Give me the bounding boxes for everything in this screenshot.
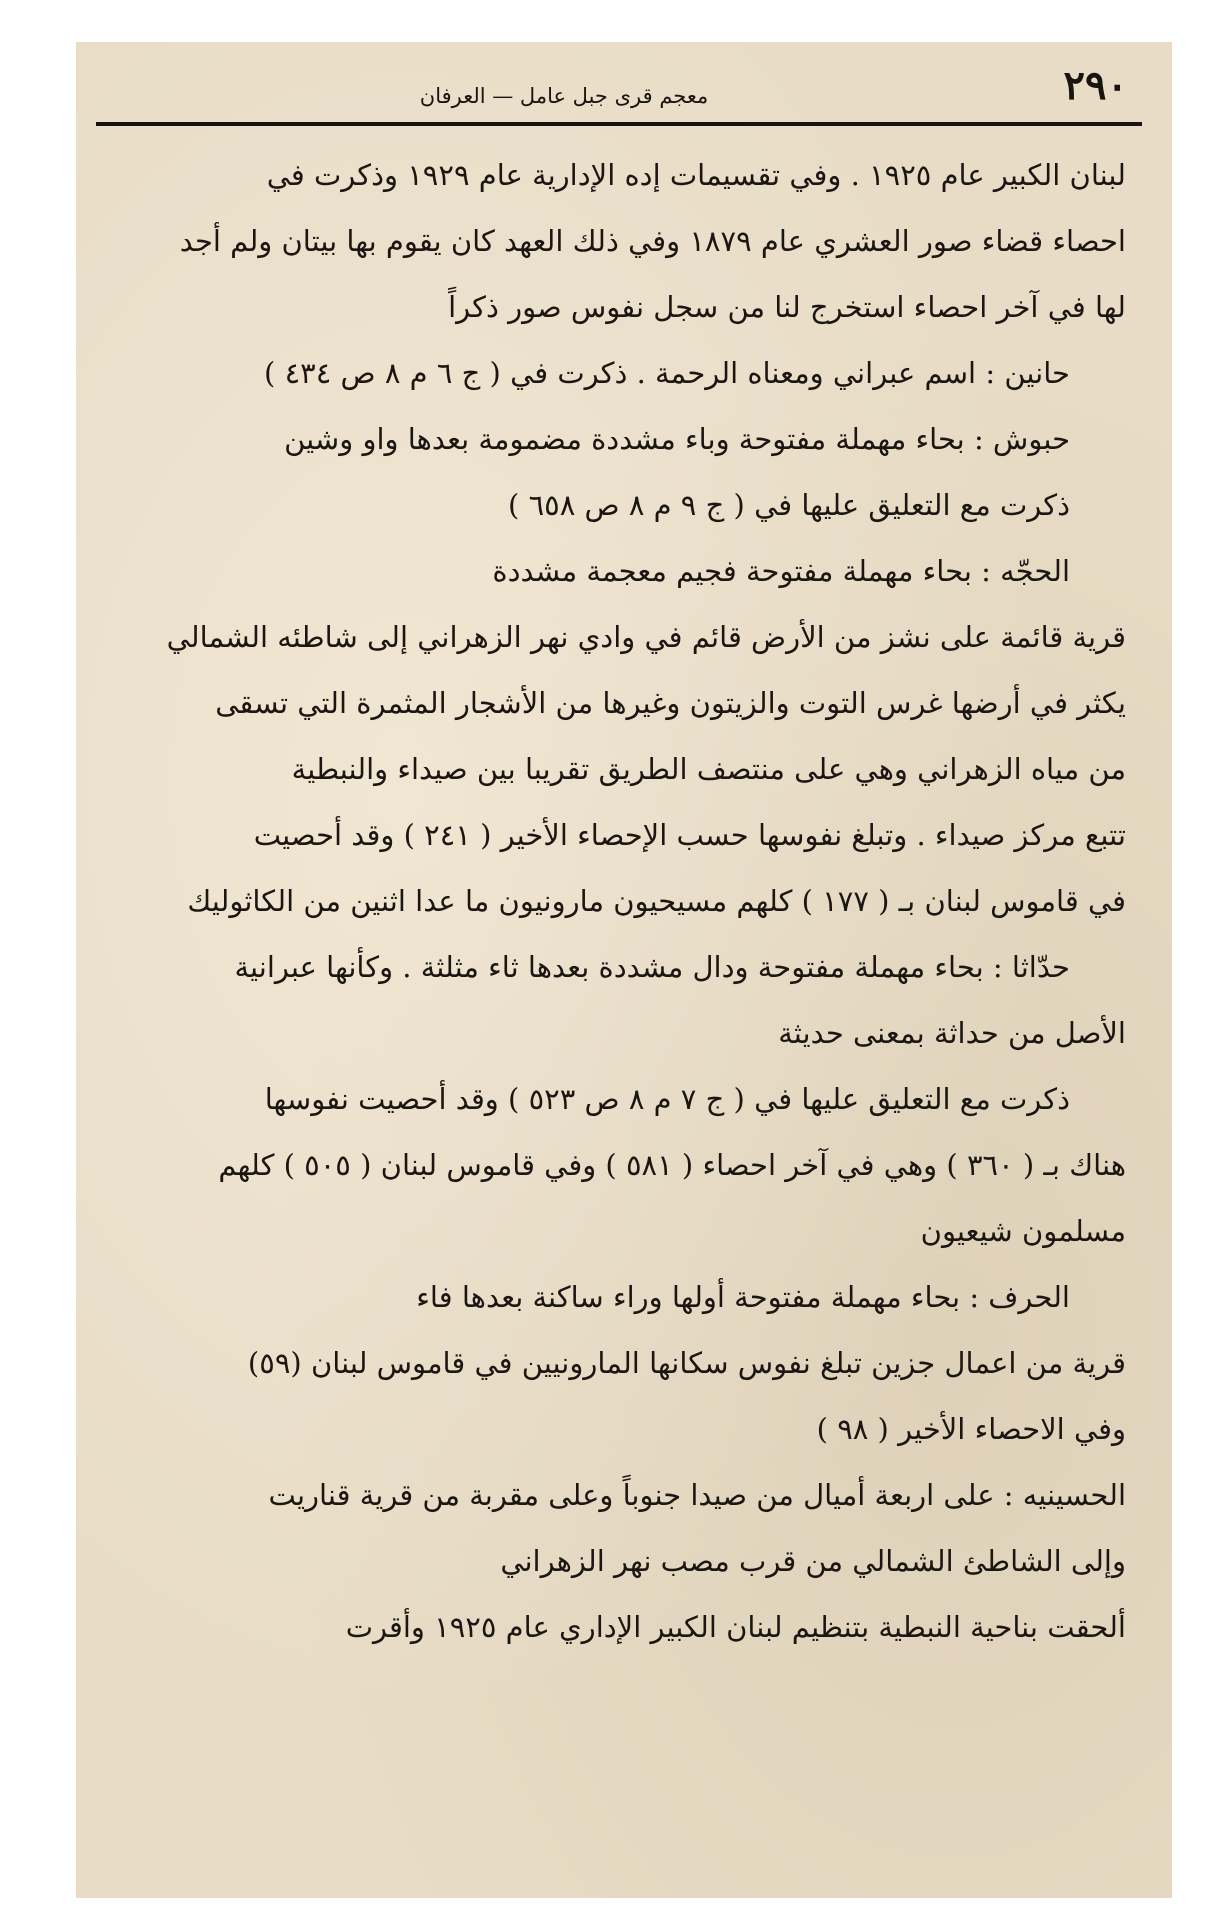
text-line: ذكرت مع التعليق عليها في ( ج ٩ م ٨ ص ٦٥٨ ) xyxy=(508,488,1070,522)
scanned-page xyxy=(76,42,1172,1898)
running-title: معجم قرى جبل عامل — العرفان xyxy=(419,84,709,108)
header-divider xyxy=(96,122,1142,126)
text-line: الحجّه : بحاء مهملة مفتوحة فجيم معجمة مشددة xyxy=(492,554,1070,588)
text-line: تتبع مركز صيداء . وتبلغ نفوسها حسب الإحصاء الأخير ( ٢٤١ ) وقد أحصيت xyxy=(253,818,1126,852)
text-line: قرية قائمة على نشز من الأرض قائم في وادي نهر الزهراني إلى شاطئه الشمالي xyxy=(166,620,1126,654)
text-line: حانين : اسم عبراني ومعناه الرحمة . ذكرت في ( ج ٦ م ٨ ص ٤٣٤ ) xyxy=(264,356,1070,390)
text-line: ألحقت بناحية النبطية بتنظيم لبنان الكبير الإداري عام ١٩٢٥ وأقرت xyxy=(345,1610,1126,1644)
text-line: لها في آخر احصاء استخرج لنا من سجل نفوس صور ذكراً xyxy=(448,290,1126,324)
text-line: من مياه الزهراني وهي على منتصف الطريق تقريبا بين صيداء والنبطية xyxy=(291,752,1126,786)
text-line: لبنان الكبير عام ١٩٢٥ . وفي تقسيمات إده الإدارية عام ١٩٢٩ وذكرت في xyxy=(266,158,1126,192)
text-line: حدّاثا : بحاء مهملة مفتوحة ودال مشددة بعدها ثاء مثلثة . وكأنها عبرانية xyxy=(234,950,1070,984)
text-line: وفي الاحصاء الأخير ( ٩٨ ) xyxy=(816,1412,1126,1446)
page-number: ٢٩٠ xyxy=(1063,62,1128,109)
text-line: هناك بـ ( ٣٦٠ ) وهي في آخر احصاء ( ٥٨١ ) وفي قاموس لبنان ( ٥٠٥ ) كلهم xyxy=(218,1148,1126,1182)
text-line: حبوش : بحاء مهملة مفتوحة وباء مشددة مضمومة بعدها واو وشين xyxy=(284,422,1070,456)
text-line: احصاء قضاء صور العشري عام ١٨٧٩ وفي ذلك العهد كان يقوم بها بيتان ولم أجد xyxy=(179,224,1126,258)
text-line: الحسينيه : على اربعة أميال من صيدا جنوباً وعلى مقربة من قرية قناريت xyxy=(268,1478,1126,1512)
text-line: قرية من اعمال جزين تبلغ نفوس سكانها المارونيين في قاموس لبنان (٥٩) xyxy=(247,1346,1126,1380)
text-line: الأصل من حداثة بمعنى حديثة xyxy=(778,1016,1126,1050)
text-line: وإلى الشاطئ الشمالي من قرب مصب نهر الزهراني xyxy=(500,1544,1126,1578)
body-text xyxy=(76,142,1126,1660)
page-header xyxy=(106,60,1142,130)
text-line: يكثر في أرضها غرس التوت والزيتون وغيرها من الأشجار المثمرة التي تسقى xyxy=(215,686,1126,720)
text-line: الحرف : بحاء مهملة مفتوحة أولها وراء ساكنة بعدها فاء xyxy=(416,1280,1070,1314)
text-line: ذكرت مع التعليق عليها في ( ج ٧ م ٨ ص ٥٢٣ ) وقد أحصيت نفوسها xyxy=(264,1082,1070,1116)
text-line: مسلمون شيعيون xyxy=(920,1214,1126,1248)
text-line: في قاموس لبنان بـ ( ١٧٧ ) كلهم مسيحيون مارونيون ما عدا اثنين من الكاثوليك xyxy=(187,884,1126,918)
